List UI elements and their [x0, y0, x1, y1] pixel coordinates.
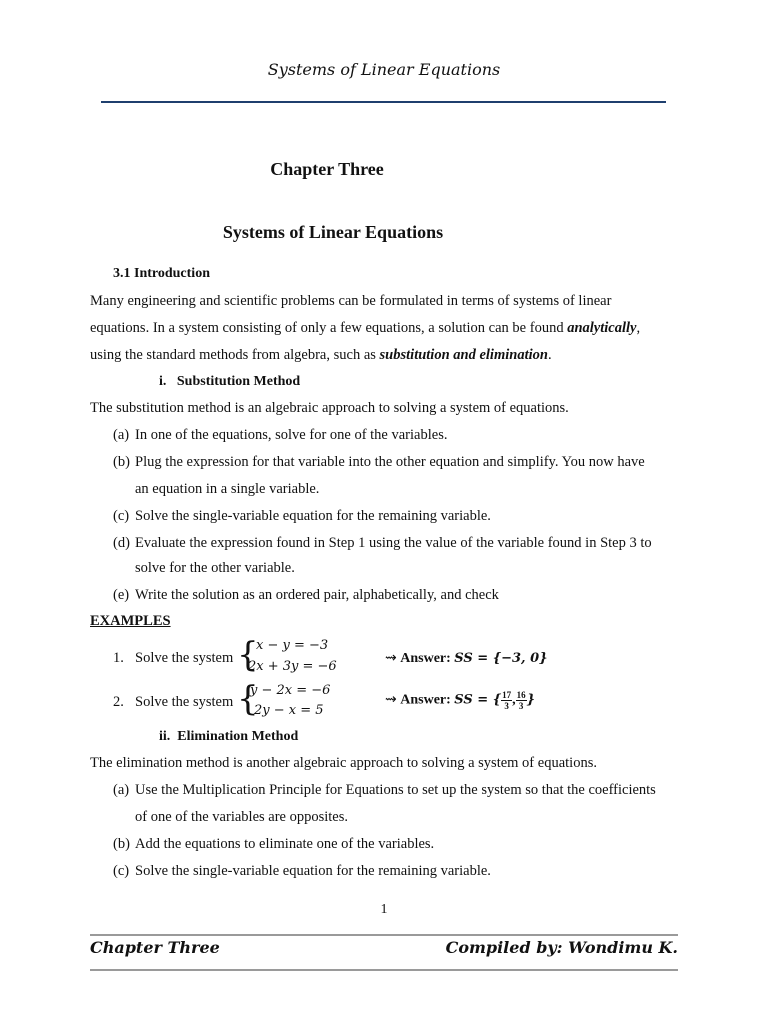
example-2-text: Solve the system — [135, 694, 234, 710]
emphasis-substitution-elimination: substitution and elimination — [379, 347, 548, 363]
step-text: Solve the single-variable equation for the remaining variable. — [135, 508, 491, 524]
footer-rule-top — [90, 934, 678, 936]
step-label: (a) — [113, 427, 130, 443]
example-2-eq-2: 2y − x = 5 — [254, 703, 324, 718]
example-1-text: Solve the system — [135, 650, 234, 666]
intro-paragraph — [90, 288, 678, 369]
sub-step-a — [113, 427, 447, 444]
page-number: 1 — [380, 902, 388, 917]
sub-step-e — [113, 587, 499, 604]
chapter-title: Chapter Three — [270, 159, 384, 179]
example-2-answer: ⇝ Answer: SS = { $\frac{17}{3}$ , $\frac{16}{3}$ } — [385, 690, 535, 711]
example-1-number: 1. — [113, 650, 124, 666]
intro-line-2-text: equations. In a system consisting of only a few equations, a solution can be found — [90, 320, 568, 336]
fraction-denominator: 3 — [504, 701, 509, 711]
answer-label: Answer: — [400, 692, 451, 708]
footer-left: Chapter Three — [90, 938, 220, 957]
elim-step-a-cont: of one of the variables are opposites. — [135, 809, 348, 825]
fraction-numerator: 16 — [516, 690, 526, 700]
step-label: (a) — [113, 782, 130, 798]
answer-set-close: } — [526, 692, 535, 708]
example-2-eq-1: y − 2x = −6 — [250, 683, 331, 698]
step-text: Write the solution as an ordered pair, alphabetically, and check — [135, 587, 499, 603]
squiggle-arrow-icon: ⇝ — [385, 692, 397, 708]
step-label: (c) — [113, 508, 130, 524]
sub-step-b — [113, 454, 645, 471]
left-brace-icon: { — [237, 679, 259, 719]
example-1-answer — [385, 650, 547, 667]
step-text: Solve the single-variable equation for the remaining variable. — [135, 863, 491, 879]
intro-line-2-end: , — [636, 320, 641, 336]
fraction-denominator: 3 — [518, 701, 524, 711]
step-text: Add the equations to eliminate one of the variables. — [135, 836, 435, 852]
step-label: (c) — [113, 863, 130, 879]
sub-step-c — [113, 508, 491, 525]
emphasis-analytically: analytically — [567, 320, 637, 336]
answer-set: SS = {−3, 0} — [454, 651, 548, 666]
step-text: Evaluate the expression found in Step 1 using the value of the variable found in Step 3 to — [135, 535, 652, 551]
sub-step-b-cont: an equation in a single variable. — [135, 481, 320, 497]
substitution-heading: i. Substitution Method — [159, 374, 301, 389]
squiggle-arrow-icon: ⇝ — [385, 651, 397, 666]
step-text: Use the Multiplication Principle for Equations to set up the system so that the coefficients — [135, 782, 656, 798]
step-label: (b) — [113, 836, 130, 852]
intro-heading: 3.1 Introduction — [113, 266, 210, 281]
example-2-number: 2. — [113, 694, 124, 710]
elimination-intro: The elimination method is another algebraic approach to solving a system of equations. — [90, 755, 597, 771]
substitution-intro: The substitution method is an algebraic approach to solving a system of equations. — [90, 400, 569, 416]
answer-set-open: SS = { — [454, 692, 502, 708]
step-label: (b) — [113, 454, 130, 470]
step-text: Plug the expression for that variable into the other equation and simplify. You now have — [135, 454, 645, 470]
fraction-2 — [516, 690, 527, 711]
intro-line-3 — [90, 342, 678, 369]
step-text: In one of the equations, solve for one of the variables. — [135, 427, 448, 443]
left-brace-icon: { — [237, 635, 259, 675]
sub-step-d — [113, 535, 652, 552]
elim-step-b — [113, 836, 434, 853]
footer-rule-bottom — [90, 969, 678, 971]
section-title: Systems of Linear Equations — [222, 222, 444, 242]
footer-right: Compiled by: Wondimu K. — [445, 938, 678, 957]
example-1-eq-2: 2x + 3y = −6 — [248, 659, 337, 674]
intro-line-2 — [90, 315, 678, 342]
intro-line-3-end: . — [547, 347, 552, 363]
elimination-heading: ii. Elimination Method — [159, 729, 299, 744]
running-header: Systems of Linear Equations — [267, 60, 501, 79]
fraction-1 — [501, 690, 512, 711]
answer-label: Answer: — [400, 651, 451, 666]
step-label: (e) — [113, 587, 130, 603]
fraction-numerator: 17 — [502, 690, 512, 700]
header-rule — [101, 101, 666, 103]
examples-heading: EXAMPLES — [90, 613, 171, 629]
step-label: (d) — [113, 535, 130, 551]
intro-line-3-text: using the standard methods from algebra, such as — [90, 347, 380, 363]
example-1-eq-1: x − y = −3 — [256, 638, 329, 653]
sub-step-d-cont: solve for the other variable. — [135, 560, 295, 576]
intro-line-1: Many engineering and scientific problems can be formulated in terms of systems of linear — [90, 293, 612, 309]
elim-step-c — [113, 863, 491, 880]
elim-step-a — [113, 782, 656, 799]
